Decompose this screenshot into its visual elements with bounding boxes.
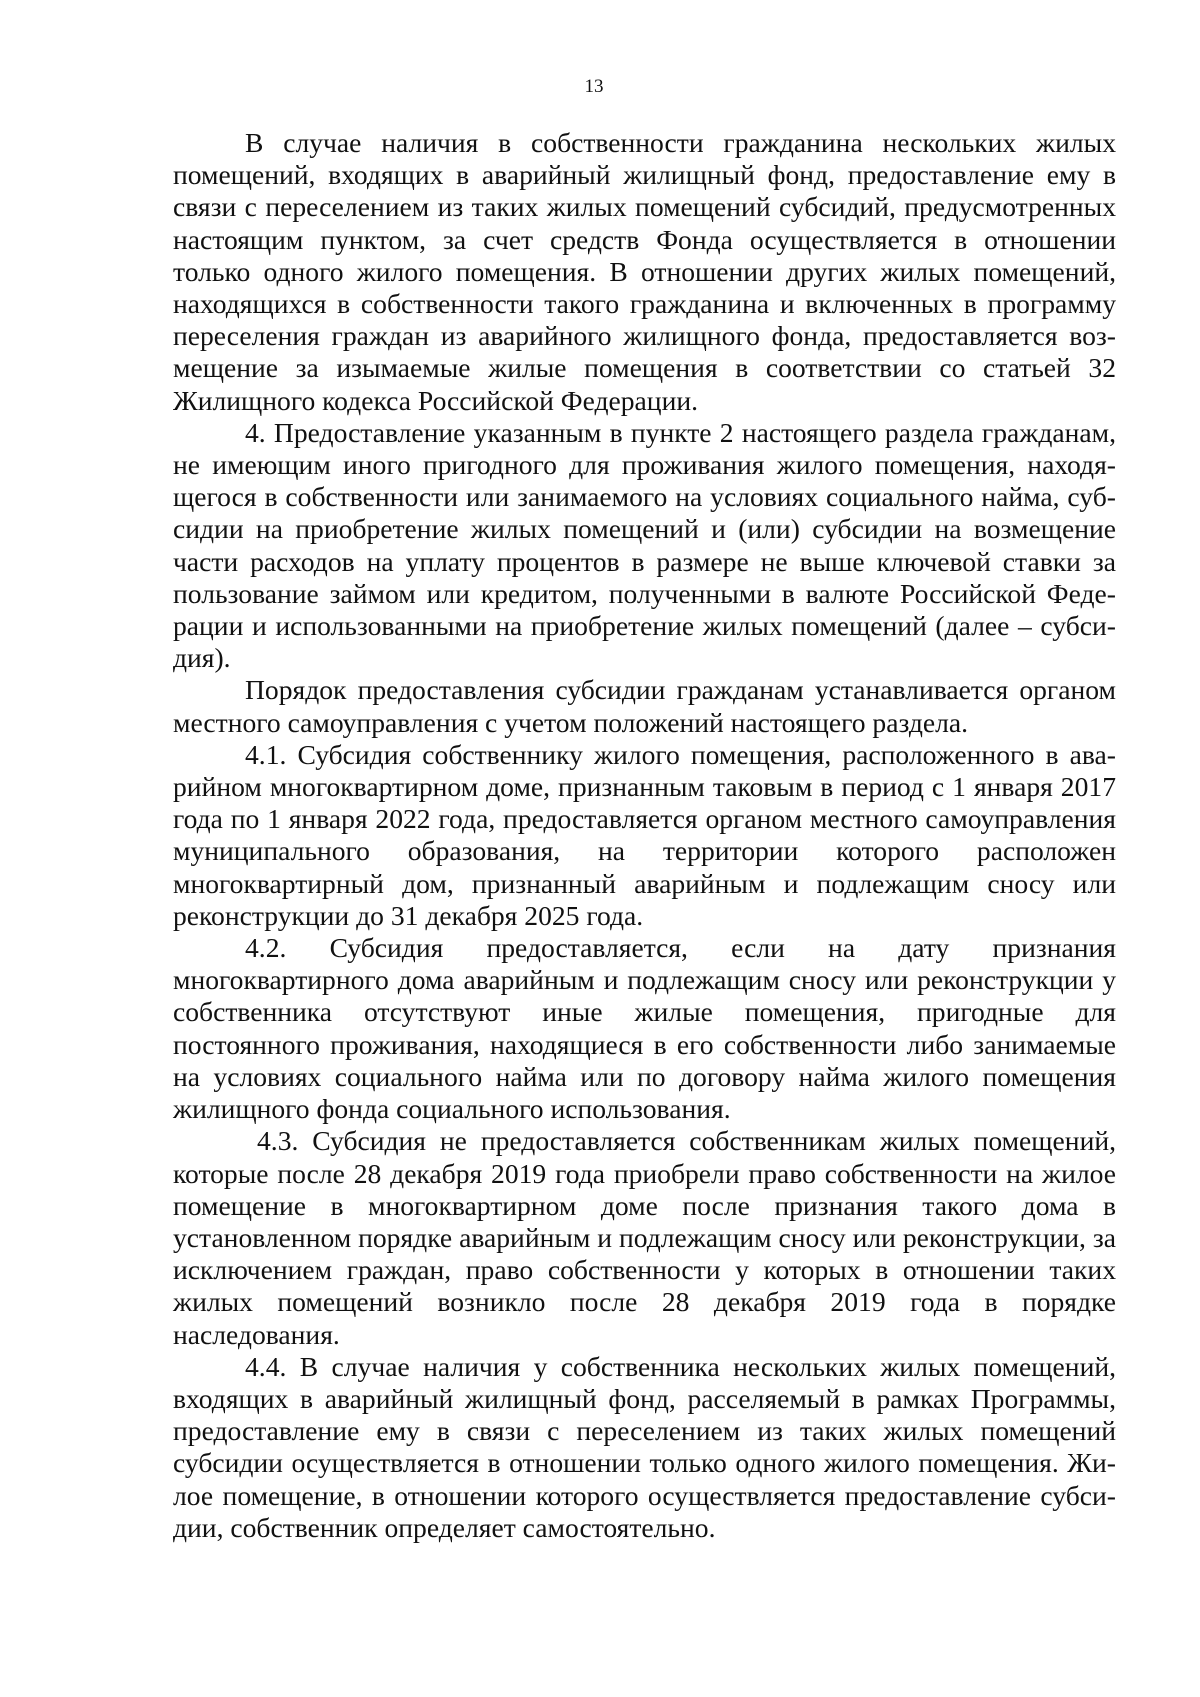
paragraph-item-4-2: 4.2. Субсидия предоставляется, если на дату признания многоквартирного дома аварийным и подлежащим сносу или реконструкции у собственника отсутствуют иные жилые помещения, пригодные для постоянного проживания, находящиеся в его собственности либо занимаемые на условиях социального найма или по договору найма жилого помещения жилищного фонда социального использования. xyxy=(173,932,1116,1125)
page-number: 13 xyxy=(584,76,604,97)
document-body xyxy=(173,127,1116,1544)
paragraph-item-4-1: 4.1. Субсидия собственнику жилого помещения, расположенного в аварийном многоквартирном доме, признанным таковым в период с 1 января 2017 года по 1 января 2022 года, предоставляется органом местного самоуправления муниципального образования, на территории которого расположен многоквартирный дом, признанный аварийным и подлежащим сносу или реконструкции до 31 декабря 2025 года. xyxy=(173,738,1116,931)
paragraph-item-4: 4. Предоставление указанным в пункте 2 настоящего раздела гражданам, не имеющим иного пригодного для проживания жилого помещения, находящегося в собственности или занимаемого на условиях социального найма, субсидии на приобретение жилых помещений и (или) субсидии на возмещение части расходов на уплату процентов в размере не выше ключевой ставки за пользование займом или кредитом, полученными в валюте Российской Федерации и использованными на приобретение жилых помещений (далее – субсидия). xyxy=(173,416,1116,674)
paragraph-item-4-4: 4.4. В случае наличия у собственника нескольких жилых помещений, входящих в аварийный жилищный фонд, расселяемый в рамках Программы, предоставление ему в связи с переселением из таких жилых помещений субсидии осуществляется в отношении только одного жилого помещения. Жилое помещение, в отношении которого осуществляется предоставление субсидии, собственник определяет самостоятельно. xyxy=(173,1350,1116,1543)
paragraph-item-4-3: 4.3. Субсидия не предоставляется собственникам жилых помещений, которые после 28 декабря 2019 года приобрели право собственности на жилое помещение в многоквартирном доме после признания такого дома в установленном порядке аварийным и подлежащим сносу или реконструкции, за исключением граждан, право собственности у которых в отношении таких жилых помещений возникло после 28 декабря 2019 года в порядке наследования. xyxy=(173,1125,1116,1350)
paragraph-subsidy-procedure: Порядок предоставления субсидии гражданам устанавливается органом местного самоуправления с учетом положений настоящего раздела. xyxy=(173,674,1116,738)
paragraph-multiple-premises: В случае наличия в собственности гражданина нескольких жилых помещений, входящих в аварийный жилищный фонд, предоставление ему в связи с переселением из таких жилых помещений субсидий, предусмотренных настоящим пунктом, за счет средств Фонда осуществляется в отношении только одного жилого помещения. В отношении других жилых помещений, находящихся в собственности такого гражданина и включенных в программу переселения граждан из аварийного жилищного фонда, предоставляется возмещение за изымаемые жилые помещения в соответствии со статьей 32 Жилищного кодекса Российской Федерации. xyxy=(173,127,1116,416)
